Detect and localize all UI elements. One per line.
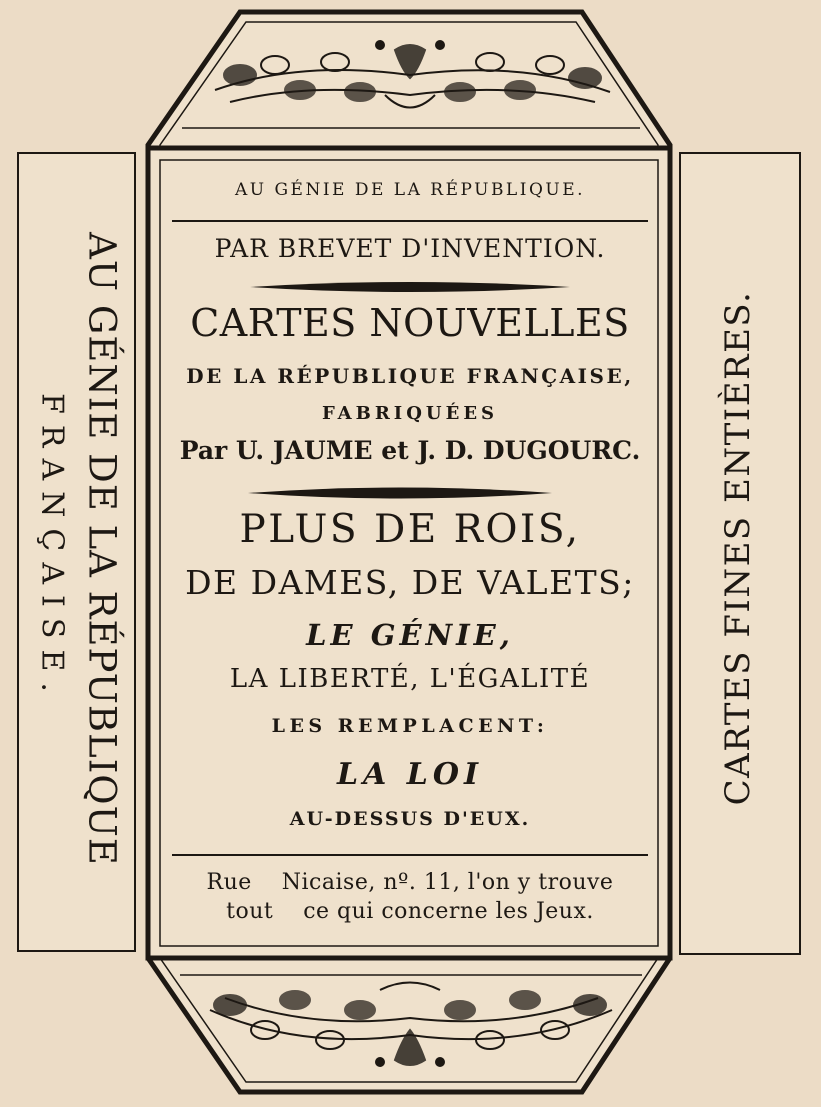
- footer-jeux-line: tout ce qui concerne les Jeux.: [226, 899, 594, 924]
- slogan-rois: PLUS DE ROIS,: [239, 507, 581, 552]
- slogan-dames-valets: DE DAMES, DE VALETS;: [185, 563, 635, 602]
- liberte-egalite-line: LA LIBERTÉ, L'ÉGALITÉ: [229, 664, 591, 694]
- makers-line: Par U. JAUME et J. D. DUGOURC.: [179, 436, 641, 465]
- dedication-heading: AU GÉNIE DE LA RÉPUBLIQUE.: [234, 180, 586, 200]
- footer-address-line: Rue Nicaise, nº. 11, l'on y trouve: [206, 870, 614, 895]
- la-loi-line: LA LOI: [336, 757, 484, 792]
- right-flap-text-cartes: CARTES FINES ENTIÈRES.: [718, 290, 758, 806]
- subtitle-republique: DE LA RÉPUBLIQUE FRANÇAISE,: [186, 364, 634, 388]
- left-flap-text-francaise: FRANÇAISE.: [34, 393, 70, 703]
- main-title: CARTES NOUVELLES: [190, 301, 630, 345]
- central-panel-outer: [148, 148, 670, 958]
- left-flap-text-genie: AU GÉNIE DE LA RÉPUBLIQUE: [80, 232, 124, 866]
- remplacent-line: LES REMPLACENT:: [271, 715, 549, 737]
- patent-line: PAR BREVET D'INVENTION.: [214, 234, 606, 263]
- genie-line: LE GÉNIE,: [306, 618, 514, 652]
- au-dessus-line: AU-DESSUS D'EUX.: [289, 808, 531, 830]
- fabriquees-line: FABRIQUÉES: [321, 403, 499, 424]
